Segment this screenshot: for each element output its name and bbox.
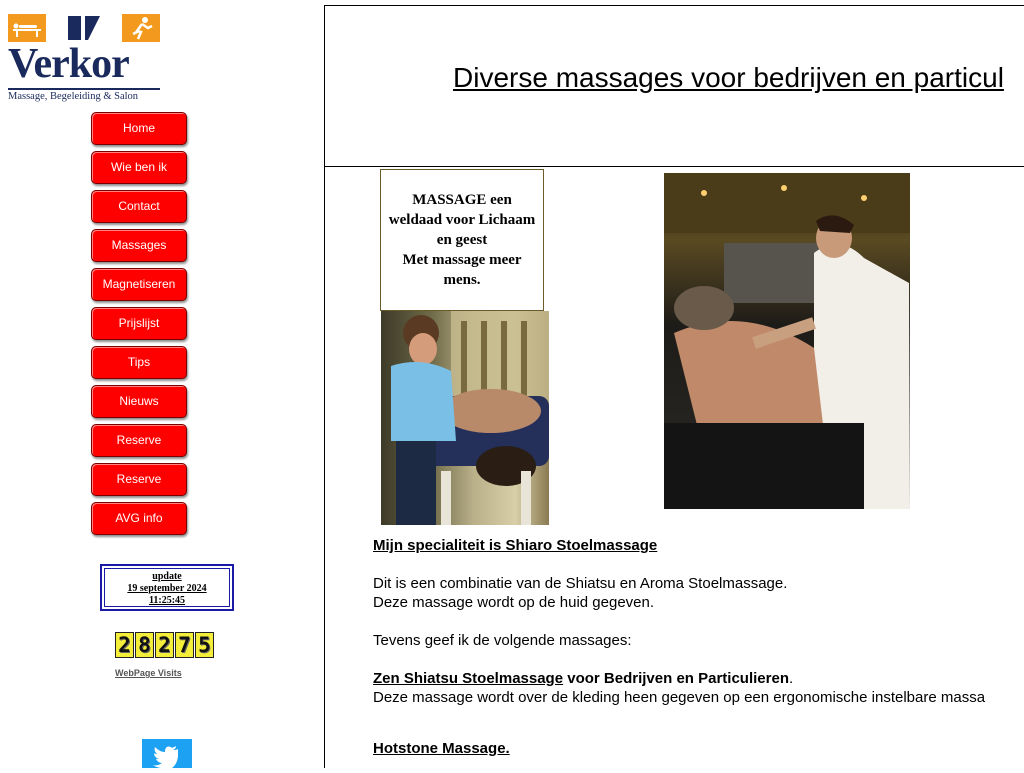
- twitter-button[interactable]: [142, 739, 192, 768]
- webpage-visits-link[interactable]: WebPage Visits: [115, 668, 182, 678]
- zen-rest: voor Bedrijven en Particulieren: [563, 670, 789, 687]
- quote-line: weldaad voor Lichaam: [388, 212, 536, 228]
- update-date: 19 september 2024: [127, 583, 207, 594]
- chair-massage-photo: [664, 173, 910, 509]
- nav-nieuws-button[interactable]: Nieuws: [91, 385, 187, 418]
- massage-table-icon: [8, 14, 46, 42]
- counter-digit: 2: [155, 632, 174, 658]
- logo-wordmark: Verkor: [8, 41, 129, 87]
- zen-line: [373, 669, 1024, 688]
- nav-home-button[interactable]: Home: [91, 112, 187, 145]
- quote-line: en geest: [436, 232, 488, 248]
- page-title: Diverse massages voor bedrijven en particul: [453, 62, 1004, 93]
- book-icon: [66, 14, 102, 42]
- visit-counter: [115, 632, 214, 658]
- massage-table-photo: [381, 311, 549, 525]
- specialty-desc-2: Deze massage wordt op de huid gegeven.: [373, 594, 655, 611]
- nav-reserve-button-1[interactable]: Reserve: [91, 424, 187, 457]
- runner-icon: [122, 14, 160, 42]
- update-inner: [104, 568, 230, 607]
- update-box: [100, 564, 234, 611]
- counter-digit: 5: [195, 632, 214, 658]
- logo-tagline: Massage, Begeleiding & Salon: [8, 91, 139, 102]
- nav-magnetiseren-button[interactable]: Magnetiseren: [91, 268, 187, 301]
- zen-period: .: [789, 670, 794, 687]
- counter-digit: 2: [115, 632, 134, 658]
- nav-avg-info-button[interactable]: AVG info: [91, 502, 187, 535]
- zen-desc: Deze massage wordt over de kleding heen gegeven op een ergonomische instelbare massa: [373, 689, 986, 706]
- specialty-desc-1: Dit is een combinatie van de Shiatsu en Aroma Stoelmassage.: [373, 575, 788, 592]
- update-time: 11:25:45: [148, 595, 186, 606]
- content-divider: [324, 167, 325, 768]
- nav-contact-button[interactable]: Contact: [91, 190, 187, 223]
- update-label: update: [152, 571, 182, 582]
- main-content: [373, 536, 1024, 758]
- nav-wie-ben-ik-button[interactable]: Wie ben ik: [91, 151, 187, 184]
- logo: [8, 14, 164, 104]
- zen-shiatsu-link[interactable]: Zen Shiatsu Stoelmassage: [373, 670, 564, 687]
- nav-tips-button[interactable]: Tips: [91, 346, 187, 379]
- counter-digit: 7: [175, 632, 194, 658]
- twitter-bird-icon: [142, 739, 192, 768]
- also-text: Tevens geef ik de volgende massages:: [373, 632, 632, 649]
- quote-line: Met massage meer: [402, 252, 522, 268]
- quote-line: mens.: [443, 272, 481, 288]
- counter-digit: 8: [135, 632, 154, 658]
- main-nav: [91, 112, 189, 541]
- hotstone-link[interactable]: Hotstone Massage.: [373, 740, 510, 757]
- quote-line: MASSAGE een: [412, 192, 512, 208]
- header-frame: [324, 5, 1024, 167]
- specialty-heading: Mijn specialiteit is Shiaro Stoelmassage: [373, 537, 658, 554]
- logo-rule: [8, 88, 160, 90]
- nav-massages-button[interactable]: Massages: [91, 229, 187, 262]
- nav-prijslijst-button[interactable]: Prijslijst: [91, 307, 187, 340]
- nav-reserve-button-2[interactable]: Reserve: [91, 463, 187, 496]
- quote-box: [380, 169, 544, 311]
